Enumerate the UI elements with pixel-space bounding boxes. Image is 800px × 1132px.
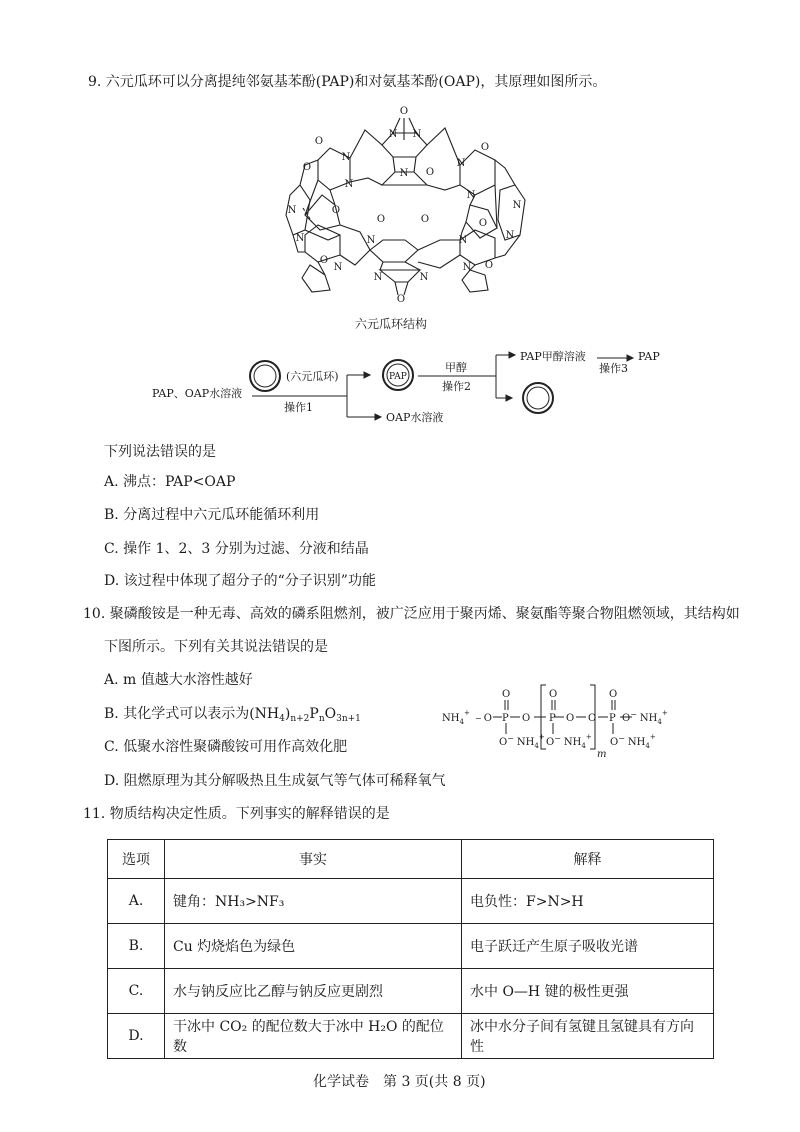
q10-option-d: D. 阻燃原理为其分解吸热且生成氨气等气体可稀释氧气 [104,773,446,789]
atom-N: N [412,129,422,140]
atom-N: N [344,179,354,190]
o-minus-nh4 [499,733,545,750]
atom-N: N [366,235,376,246]
atom-N: N [333,262,343,273]
o-minus-charge: − [475,714,482,723]
o-minus-nh4 [622,709,668,726]
atom-O: O [478,218,488,229]
p-atom: P [609,713,616,724]
o-atom: O [522,713,531,724]
o-atom: O [483,713,492,724]
formula-part: O [324,706,337,722]
row-fact: 干冰中 CO₂ 的配位数大于冰中 H₂O 的配位数 [165,1014,462,1059]
charge: − [618,734,625,743]
formula-sub: 3n+1 [336,714,361,724]
charge: − [630,710,637,719]
nh4-charge: + [463,709,470,717]
table-header-row [108,840,714,879]
o-atom: O [499,737,508,748]
atom-O: O [376,214,386,225]
row-label: A. [108,879,165,924]
q10-stem-line2: 下图所示。下列有关其说法错误的是 [104,639,328,655]
structure-caption: 六元瓜环结构 [355,317,428,331]
row-fact: Cu 灼烧焰色为绿色 [165,924,462,969]
atom-N: N [388,129,398,140]
repeat-subscript-m: m [597,749,607,760]
atom-O: O [396,294,406,305]
atom-O: O [480,142,490,153]
charge: − [554,734,561,743]
row-fact: 键角：NH₃>NF₃ [165,879,462,924]
flow-filtrate-label: OAP水溶液 [386,411,444,424]
o-minus-nh4 [610,733,656,750]
header-fact: 事实 [165,840,462,879]
o-atom: O [622,713,631,724]
separation-flow-diagram [0,345,800,445]
atom-O: O [425,167,435,178]
q10-option-c: C. 低聚水溶性聚磷酸铵可用作高效化肥 [104,739,348,755]
nh4-charge: + [585,733,592,741]
row-label: D. [108,1014,165,1059]
atom-O: O [314,136,324,147]
p-atom: P [502,713,509,724]
formula-part: ) [284,706,291,722]
q9-option-a: A. 沸点：PAP<OAP [104,474,236,490]
flow-reagent2-label: 甲醇 [445,361,467,374]
o-atom: O [609,689,618,700]
q9-question: 下列说法错误的是 [104,444,216,460]
o-atom: O [502,689,511,700]
nh4-subscript: 4 [657,718,662,726]
atom-N: N [462,262,472,273]
nh4-label [442,709,470,726]
o-atom: O [588,713,597,724]
header-explanation: 解释 [462,840,714,879]
q9-stem: 9. 六元瓜环可以分离提纯邻氨基苯酚(PAP)和对氨基苯酚(OAP)，其原理如图所示。 [88,74,607,90]
atom-N: N [287,205,297,216]
atom-N: N [456,158,466,169]
q10-stem-line1: 10. 聚磷酸铵是一种无毒、高效的磷系阻燃剂，被广泛应用于聚丙烯、聚氨酯等聚合物阻燃领域，其结构如 [83,606,740,622]
flow-op2-label: 操作2 [442,380,471,393]
row-explanation: 水中 O—H 键的极性更强 [462,969,714,1014]
row-explanation: 电子跃迁产生原子吸收光谱 [462,924,714,969]
atom-N: N [419,272,429,283]
nh4-text: NH [563,737,582,748]
q11-options-table [107,839,714,1059]
header-option: 选项 [108,840,165,879]
nh4-text: NH [442,713,460,724]
formula-part: P [309,706,319,722]
flow-op3-label: 操作3 [599,362,628,375]
atom-O: O [302,162,312,173]
atom-N: N [341,152,351,163]
atom-O: O [399,106,409,117]
nh4-text: NH [627,737,646,748]
charge: − [507,734,514,743]
atom-O: O [319,255,329,266]
page-footer: 化学试卷 第 3 页(共 8 页) [313,1074,486,1090]
table-row [108,969,714,1014]
atom-N: N [295,233,305,244]
atom-N: N [466,190,476,201]
formula-part: (NH [249,706,280,722]
flow-product-label: PAP [638,350,660,363]
q9-option-c: C. 操作 1、2、3 分别为过滤、分液和结晶 [104,541,369,557]
o-atom: O [546,737,555,748]
nh4-charge: + [538,733,545,741]
flow-complex-label: PAP [389,372,407,382]
nh4-charge: + [661,709,668,717]
row-label: B. [108,924,165,969]
formula-sub: n+2 [290,714,310,724]
q10-option-a: A. m 值越大水溶性越好 [104,672,253,688]
atom-N: N [458,235,468,246]
q10-option-b-text: B. 其化学式可以表示为 [104,706,250,722]
nh4-charge: + [649,733,656,741]
atom-O: O [331,205,341,216]
cucurbituril-structure-diagram [0,0,800,330]
atom-O: O [484,260,494,271]
atom-O: O [420,214,430,225]
nh4-subscript: 4 [581,742,586,750]
q11-stem: 11. 物质结构决定性质。下列事实的解释错误的是 [83,806,390,822]
row-explanation: 冰中水分子间有氢键且氢键具有方向性 [462,1014,714,1059]
table-row [108,924,714,969]
ammonium-polyphosphate-structure [0,675,800,775]
o-atom: O [549,689,558,700]
o-minus [475,713,492,724]
p-atom: P [549,713,556,724]
row-fact: 水与钠反应比乙醇与钠反应更剧烈 [165,969,462,1014]
nh4-text: NH [639,713,658,724]
o-atom: O [566,713,575,724]
atom-N: N [512,200,522,211]
o-minus-nh4 [546,733,592,750]
row-explanation: 电负性：F>N>H [462,879,714,924]
nh4-subscript: 4 [459,718,464,726]
q9-option-b: B. 分离过程中六元瓜环能循环利用 [104,507,320,523]
flow-start-label: PAP、OAP水溶液 [152,387,243,400]
nh4-subscript: 4 [645,742,650,750]
nh4-subscript: 4 [534,742,539,750]
q9-option-d: D. 该过程中体现了超分子的“分子识别”功能 [104,573,376,589]
flow-op1-label: 操作1 [284,401,313,414]
atom-N: N [373,272,383,283]
atom-N: N [505,230,515,241]
nh4-text: NH [516,737,535,748]
flow-reagent-label: (六元瓜环) [286,370,339,383]
atom-N: N [399,168,409,179]
formula-sub: n [318,714,325,724]
formula-sub: 4 [279,714,285,724]
flow-pap-solution-label: PAP甲醇溶液 [520,350,586,363]
table-row [108,879,714,924]
o-atom: O [610,737,619,748]
row-label: C. [108,969,165,1014]
table-row [108,1014,714,1059]
